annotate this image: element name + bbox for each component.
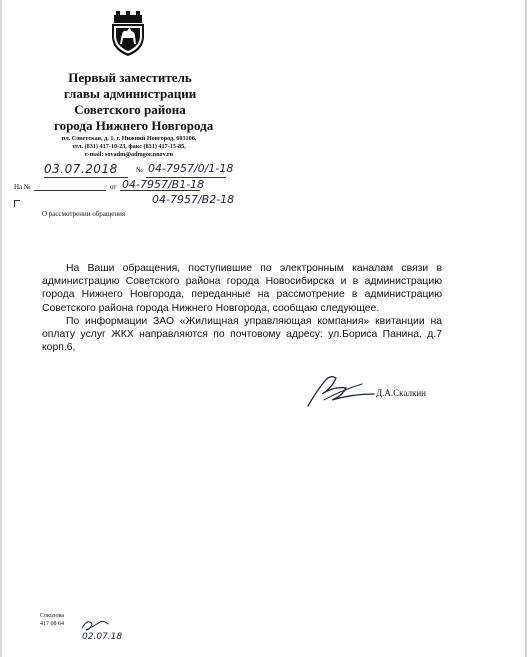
executor-info [40,612,64,628]
body-paragraph: По информации ЗАО «Жилищная управляющая компания» квитанции на оплату услуг ЖКХ направляются по почтовому адресу: ул.Бориса Панина, д.7 корп.6, [42,315,442,354]
sender-title-line: Советского района [74,102,186,117]
date-underline [44,177,128,178]
executor-date: 02.07.18 [82,632,123,642]
executor-name: Соколова [40,613,64,619]
sender-title-line: города Нижнего Новгорода [54,118,214,133]
outgoing-date: 03.07.2018 [44,162,118,176]
body-paragraph: На Ваши обращения, поступившие по электронным каналам связи в администрацию Советского района города Новосибирска и в администрацию города Нижнего Новгорода, переданные на рассмотрение в администрацию Советского района города Нижнего Новгорода, сообщаю следующее. [42,263,442,314]
sender-title [54,70,214,134]
reply-number-blank [34,190,106,191]
outgoing-number: 04-7957/0/1-18 [148,162,234,175]
executor-phone: 417 08 64 [40,621,64,627]
city-coat-of-arms-icon [108,10,148,58]
address-line: тел. (831) 417-10-23, факс (831) 417-15-85, [72,143,186,151]
sender-title-line: Первый заместитель [68,70,192,85]
letter-body [42,262,442,354]
from-underline [120,190,200,191]
subject-bracket [14,200,20,207]
page-edge-right [525,0,527,657]
address-line: e-mail: sovadm@admgor.nnov.ru [84,151,174,159]
incoming-number-2: 04-7957/В2-18 [152,193,235,206]
sender-address [20,135,238,160]
from-label: от [110,183,117,191]
handwritten-signature [302,372,382,410]
incoming-number-1: 04-7957/В1-18 [122,178,205,191]
sender-title-line: главы администрации [63,86,197,101]
number-label: № [136,166,143,174]
page-edge-left [0,0,2,657]
outgoing-registration [44,162,234,176]
address-line: пл. Советская, д. 1, г. Нижний Новгород, 603106, [61,135,197,142]
signer-name: Д.А.Скалкин [376,388,426,398]
letter-subject: О рассмотрении обращения [42,210,126,218]
in-reply-to-label: На № [14,183,31,191]
